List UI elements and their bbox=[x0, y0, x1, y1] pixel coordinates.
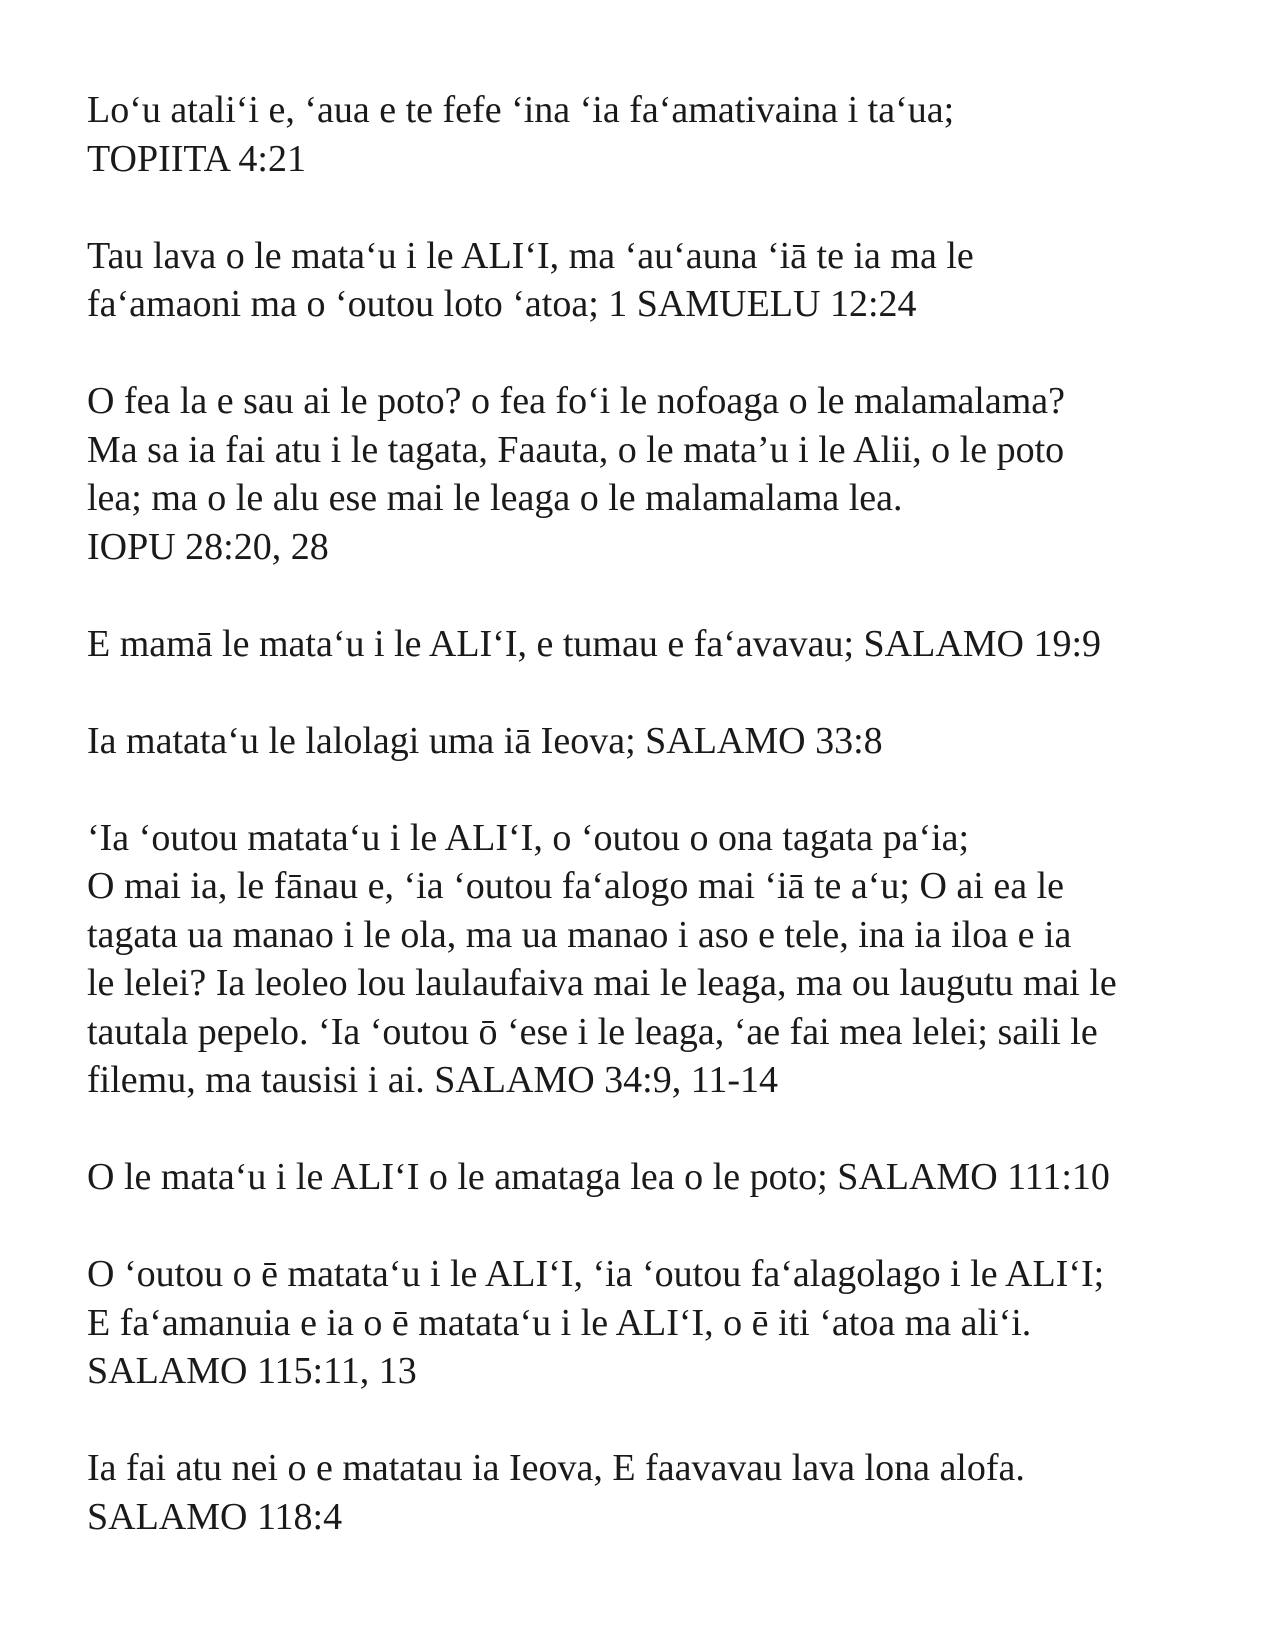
verse-line: le lelei? Ia leoleo lou laulaufaiva mai le leaga, ma ou laugutu mai le bbox=[87, 962, 1117, 1004]
verse-salamo-34 bbox=[87, 814, 1207, 1105]
verse-line: Loʻu ataliʻi e, ʻaua e te fefe ʻina ʻia faʻamativaina i taʻua; bbox=[87, 89, 955, 131]
verse-line: O mai ia, le fānau e, ʻia ʻoutou faʻalogo mai ʻiā te aʻu; O ai ea le bbox=[87, 865, 1064, 907]
verse-line: O fea la e sau ai le poto? o fea foʻi le nofoaga o le malamalama? bbox=[87, 380, 1066, 422]
verse-salamo-115 bbox=[87, 1250, 1207, 1396]
verse-line: O ʻoutou o ē matataʻu i le ALIʻI, ʻia ʻoutou faʻalagolago i le ALIʻI; bbox=[87, 1253, 1105, 1295]
verse-iopu-28-20-28 bbox=[87, 377, 1207, 571]
verse-1-samuelu-12-24 bbox=[87, 232, 1207, 329]
verse-line: ʻIa ʻoutou matataʻu i le ALIʻI, o ʻoutou o ona tagata paʻia; bbox=[87, 816, 970, 859]
verse-line: O le mataʻu i le ALIʻI o le amataga lea o le poto; SALAMO 111:10 bbox=[87, 1156, 1110, 1198]
verse-topiita-4-21 bbox=[87, 86, 1207, 183]
verse-reference: SALAMO 115:11, 13 bbox=[87, 1350, 417, 1392]
verse-line: filemu, ma tausisi i ai. SALAMO 34:9, 11-14 bbox=[87, 1059, 778, 1101]
verse-reference: SALAMO 118:4 bbox=[87, 1495, 343, 1538]
verse-line: Ia fai atu nei o e matatau ia Ieova, E faavavau lava lona alofa. bbox=[87, 1447, 1025, 1489]
verse-line: faʻamaoni ma o ʻoutou loto ʻatoa; 1 SAMUELU 12:24 bbox=[87, 283, 917, 325]
verse-salamo-19-9 bbox=[87, 620, 1207, 669]
verse-line: Ia matataʻu le lalolagi uma iā Ieova; SALAMO 33:8 bbox=[87, 719, 883, 762]
verse-line: lea; ma o le alu ese mai le leaga o le malamalama lea. bbox=[87, 477, 903, 519]
verse-line: E faʻamanuia e ia o ē matataʻu i le ALIʻI, o ē iti ʻatoa ma aliʻi. bbox=[87, 1301, 1032, 1344]
verse-salamo-118-4 bbox=[87, 1444, 1207, 1541]
verse-line: Tau lava o le mataʻu i le ALIʻI, ma ʻauʻauna ʻiā te ia ma le bbox=[87, 234, 974, 277]
verse-line: tagata ua manao i le ola, ma ua manao i aso e tele, ina ia iloa e ia bbox=[87, 913, 1072, 956]
verse-salamo-111-10 bbox=[87, 1153, 1207, 1202]
verse-reference: TOPIITA 4:21 bbox=[87, 137, 306, 180]
verse-line: E mamā le mataʻu i le ALIʻI, e tumau e faʻavavau; SALAMO 19:9 bbox=[87, 622, 1102, 665]
verse-reference: IOPU 28:20, 28 bbox=[87, 525, 329, 568]
verse-salamo-33-8 bbox=[87, 717, 1207, 766]
page-content bbox=[87, 86, 1207, 1590]
verse-line: Ma sa ia fai atu i le tagata, Faauta, o le mata’u i le Alii, o le poto bbox=[87, 428, 1065, 471]
verse-line: tautala pepelo. ʻIa ʻoutou ō ʻese i le leaga, ʻae fai mea lelei; saili le bbox=[87, 1010, 1098, 1053]
